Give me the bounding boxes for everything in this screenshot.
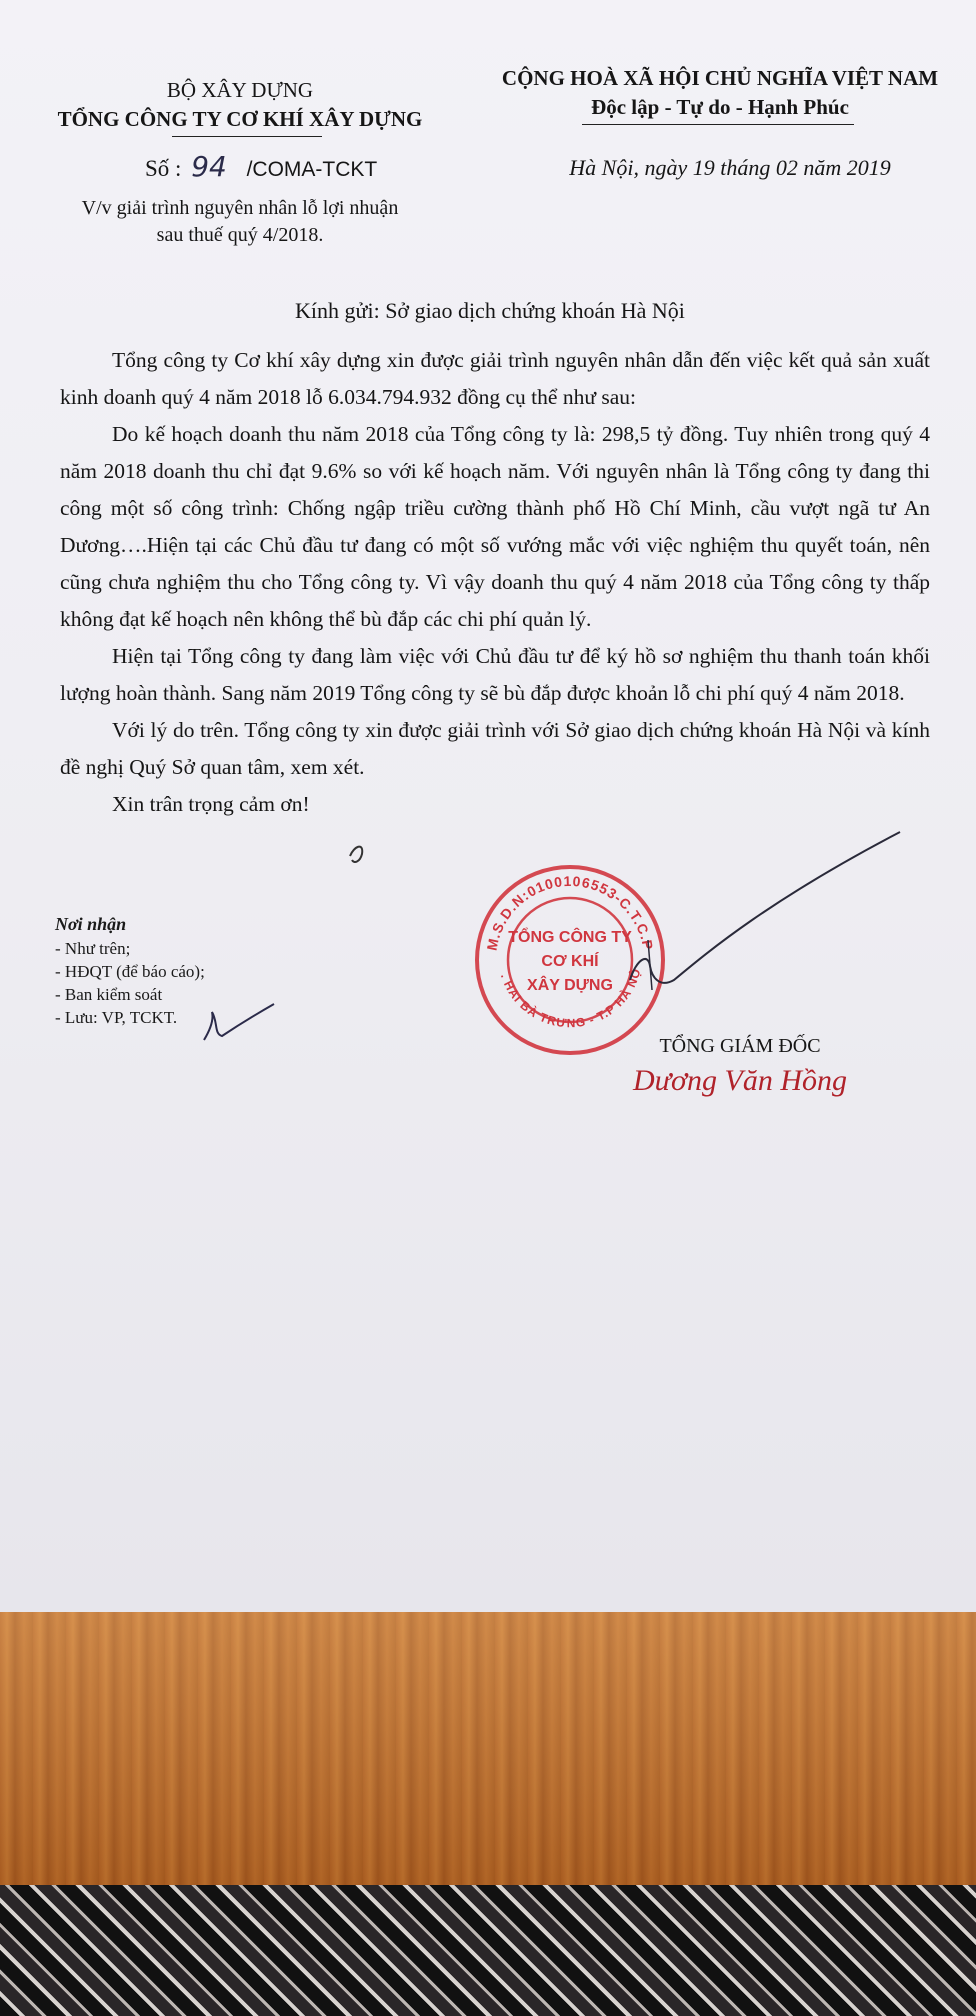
closing-line: Xin trân trọng cảm ơn! (112, 792, 310, 816)
patterned-rug (0, 1885, 976, 2016)
addressee: Kính gửi: Sở giao dịch chứng khoán Hà Nội (295, 298, 685, 323)
number-handwritten: 94 (191, 150, 227, 183)
body-paragraph-4: Với lý do trên. Tổng công ty xin được giải trình với Sở giao dịch chứng khoán Hà Nội và kính đề nghị Quý Sở quan tâm, xem xét. (60, 718, 930, 779)
body-paragraph-3: Hiện tại Tổng công ty đang làm việc với Chủ đầu tư để ký hồ sơ nghiệm thu thanh toán khối lượng hoàn thành. Sang năm 2019 Tổng công ty sẽ bù đắp được khoản lỗ chi phí quý 4 năm 2018. (60, 644, 930, 705)
signatory-name: Dương Văn Hồng (632, 1064, 848, 1097)
stamp-line-3: XÂY DỰNG (527, 977, 613, 994)
recipient-item: - Ban kiểm soát (55, 985, 163, 1004)
body-paragraph-2: Do kế hoạch doanh thu năm 2018 của Tổng công ty là: 298,5 tỷ đồng. Tuy nhiên trong quý 4 năm 2018 doanh thu chỉ đạt 9.6% so với kế hoạch năm. Với nguyên nhân là Tổng công ty đang thi công một số công trình: Chống ngập triều cường thành phố Hồ Chí Minh, cầu vượt ngã tư An Dương….Hiện tại các Chủ đầu tư đang có một số vướng mắc với việc nghiệm thu quyết toán, nên cũng chưa nghiệm thu cho Tổng công ty. Vì vậy doanh thu quý 4 năm 2018 của Tổng công ty thấp không đạt kế hoạch nên không thể bù đắp các chi phí quản lý. (60, 422, 930, 631)
body-paragraph-1: Tổng công ty Cơ khí xây dựng xin được giải trình nguyên nhân dẫn đến việc kết quả sản xuất kinh doanh quý 4 năm 2018 lỗ 6.034.794.932 đồng cụ thể như sau: (60, 348, 930, 409)
ministry-name: BỘ XÂY DỰNG (166, 78, 314, 102)
stamp-ring-bottom: . HAI BÀ TRƯNG - T.P HÀ NỘ (497, 966, 644, 1031)
stamp-ring-top: M.S.D.N:0100106553-C.T.C.P (483, 872, 657, 952)
header-underline-right (582, 124, 854, 125)
document-number (145, 150, 465, 183)
recipient-item: - Lưu: VP, TCKT. (55, 1008, 178, 1027)
republic-title: CỘNG HOÀ XÃ HỘI CHỦ NGHĨA VIỆT NAM (501, 66, 939, 90)
number-suffix: /COMA-TCKT (246, 158, 378, 181)
recipient-item: - HĐQT (để báo cáo); (55, 962, 205, 981)
wooden-table (0, 1612, 976, 1902)
recipients-title: Nơi nhận (55, 914, 127, 934)
initial-mark (200, 1000, 280, 1050)
letter-body (60, 342, 930, 823)
company-name: TỔNG CÔNG TY CƠ KHÍ XÂY DỰNG (57, 107, 423, 131)
signature-icon (330, 820, 920, 1020)
header-underline-left (172, 136, 322, 137)
stamp-line-2: CƠ KHÍ (541, 953, 599, 970)
recipient-item: - Như trên; (55, 939, 131, 958)
national-motto: Độc lập - Tự do - Hạnh Phúc (591, 95, 849, 119)
subject-line-2: sau thuế quý 4/2018. (156, 224, 324, 246)
document-date: Hà Nội, ngày 19 tháng 02 năm 2019 (569, 155, 891, 180)
number-prefix: Số : (145, 156, 182, 181)
subject-line-1: V/v giải trình nguyên nhân lỗ lợi nhuận (81, 197, 399, 219)
stamp-line-1: TỔNG CÔNG TY (508, 929, 632, 946)
signatory-title: TỔNG GIÁM ĐỐC (659, 1035, 821, 1057)
